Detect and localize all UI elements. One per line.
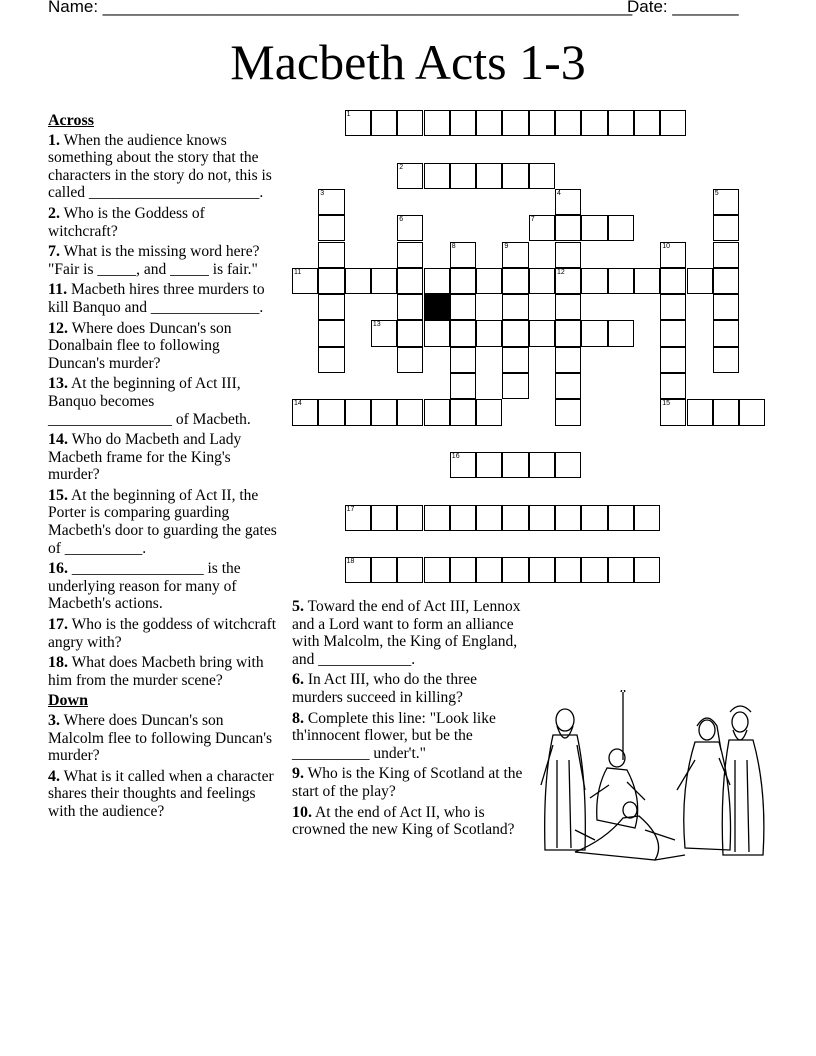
- crossword-cell[interactable]: [555, 347, 581, 373]
- down-clue-list-continued: [292, 598, 528, 839]
- crossword-cell[interactable]: [397, 399, 423, 425]
- crossword-cell[interactable]: [529, 163, 555, 189]
- cell-number: 5: [714, 189, 719, 197]
- crossword-cell[interactable]: [608, 110, 634, 136]
- clue-14: [48, 431, 278, 484]
- crossword-cell[interactable]: [634, 110, 660, 136]
- crossword-cell[interactable]: [502, 347, 528, 373]
- crossword-cell[interactable]: [581, 505, 607, 531]
- crossword-cell[interactable]: [608, 505, 634, 531]
- crossword-cell[interactable]: [502, 452, 528, 478]
- crossword-cell[interactable]: [713, 399, 739, 425]
- crossword-cell[interactable]: [713, 242, 739, 268]
- clue-text: Who is the Goddess of witchcraft?: [48, 204, 205, 240]
- clue-text: Where does Duncan's son Malcolm flee to following Duncan's murder?: [48, 712, 273, 765]
- clue-number: 3.: [48, 712, 60, 729]
- cell-number: 13: [372, 321, 381, 329]
- crossword-cell[interactable]: [397, 242, 423, 268]
- crossword-cell[interactable]: [502, 163, 528, 189]
- clue-text: Toward the end of Act III, Lennox and a Lord want to form an alliance with Malcolm, the King of England, and ____________.: [292, 598, 521, 668]
- crossword-cell[interactable]: [450, 268, 476, 294]
- clue-number: 7.: [48, 243, 60, 261]
- crossword-cell[interactable]: [450, 110, 476, 136]
- crossword-cell[interactable]: [687, 399, 713, 425]
- crossword-cell[interactable]: [660, 347, 686, 373]
- crossword-cell[interactable]: [450, 557, 476, 583]
- clue-4: [48, 768, 278, 821]
- crossword-cell[interactable]: [634, 505, 660, 531]
- clues-left-column: [48, 112, 278, 824]
- cell-number: 6: [399, 216, 404, 224]
- clue-text: _________________ is the underlying reason for many of Macbeth's actions.: [48, 560, 241, 613]
- crossword-cell[interactable]: [397, 215, 423, 241]
- crossword-cell[interactable]: [476, 163, 502, 189]
- crossword-cell[interactable]: [424, 505, 450, 531]
- clue-number: 13.: [48, 375, 68, 393]
- clue-number: 17.: [48, 616, 68, 634]
- cell-number: 12: [557, 268, 565, 276]
- crossword-cell[interactable]: [450, 452, 476, 478]
- crossword-cell[interactable]: [660, 320, 686, 346]
- crossword-cell[interactable]: [502, 373, 528, 399]
- clue-18: [48, 654, 278, 689]
- cell-number: 8: [451, 242, 456, 250]
- clue-number: 2.: [48, 204, 60, 222]
- crossword-cell[interactable]: [424, 110, 450, 136]
- crossword-cell[interactable]: [608, 320, 634, 346]
- crossword-cell[interactable]: [555, 452, 581, 478]
- crossword-cell[interactable]: [502, 268, 528, 294]
- crossword-cell[interactable]: [660, 399, 686, 425]
- cell-number: 9: [504, 242, 509, 250]
- crossword-cell[interactable]: [502, 320, 528, 346]
- crossword-cell[interactable]: [502, 557, 528, 583]
- crossword-cell[interactable]: [529, 320, 555, 346]
- date-field-label[interactable]: Date: _______: [627, 0, 739, 16]
- crossword-cell[interactable]: [371, 505, 397, 531]
- clue-text: What is it called when a character shares their thoughts and feelings with the audience?: [48, 767, 274, 820]
- clue-text: Who is the King of Scotland at the start of the play?: [292, 765, 523, 800]
- clue-number: 16.: [48, 560, 68, 578]
- clue-8: [292, 710, 528, 763]
- crossword-cell[interactable]: [476, 399, 502, 425]
- down-clue-list: [48, 712, 278, 821]
- crossword-cell[interactable]: [581, 557, 607, 583]
- clue-text: What is the missing word here? "Fair is _____, and _____ is fair.": [48, 243, 260, 278]
- crossword-cell[interactable]: [397, 320, 423, 346]
- crossword-cell[interactable]: [529, 557, 555, 583]
- crossword-cell[interactable]: [581, 110, 607, 136]
- crossword-cell[interactable]: [713, 268, 739, 294]
- cell-number: 17: [346, 505, 355, 513]
- crossword-cell[interactable]: [292, 399, 318, 425]
- across-heading: Across: [48, 112, 94, 129]
- clue-9: [292, 765, 528, 800]
- clue-12: [48, 320, 278, 373]
- crossword-cell[interactable]: [660, 110, 686, 136]
- clue-1: [48, 132, 278, 202]
- clue-10: [292, 804, 528, 839]
- crossword-cell[interactable]: [345, 399, 371, 425]
- crossword-cell[interactable]: [529, 110, 555, 136]
- clue-text: When the audience knows something about the story that the characters in the story do not, this is called ______________________.: [48, 131, 272, 202]
- crossword-cell[interactable]: [371, 399, 397, 425]
- clue-text: At the beginning of Act II, the Porter is comparing guarding Macbeth's door to guarding the gates of __________.: [48, 486, 277, 557]
- crossword-cell[interactable]: [318, 320, 344, 346]
- crossword-cell[interactable]: [608, 557, 634, 583]
- crossword-cell[interactable]: [687, 268, 713, 294]
- crossword-cell[interactable]: [660, 242, 686, 268]
- crossword-cell[interactable]: [713, 294, 739, 320]
- cell-number: 1: [346, 111, 351, 118]
- crossword-cell[interactable]: [424, 320, 450, 346]
- crossword-cell[interactable]: [318, 189, 344, 215]
- clue-number: 4.: [48, 767, 60, 785]
- crossword-cell[interactable]: [555, 557, 581, 583]
- crossword-cell[interactable]: [581, 215, 607, 241]
- crossword-cell[interactable]: [450, 373, 476, 399]
- crossword-cell[interactable]: [581, 320, 607, 346]
- clue-3: [48, 712, 278, 765]
- clue-text: What does Macbeth bring with him from the murder scene?: [48, 654, 264, 689]
- crossword-cell[interactable]: [345, 110, 371, 136]
- cell-number: 2: [399, 163, 404, 171]
- down-heading: Down: [48, 692, 89, 710]
- crossword-cell[interactable]: [424, 399, 450, 425]
- macbeth-characters-illustration: [535, 690, 770, 865]
- crossword-cell[interactable]: [397, 294, 423, 320]
- crossword-cell[interactable]: [397, 110, 423, 136]
- crossword-cell[interactable]: [713, 215, 739, 241]
- crossword-cell[interactable]: [476, 452, 502, 478]
- crossword-cell[interactable]: [450, 505, 476, 531]
- cell-number: 3: [320, 189, 325, 197]
- crossword-cell[interactable]: [318, 268, 344, 294]
- cell-number: 11: [294, 268, 302, 276]
- crossword-cell[interactable]: [424, 163, 450, 189]
- crossword-cell[interactable]: [318, 242, 344, 268]
- crossword-cell[interactable]: [660, 294, 686, 320]
- crossword-cell[interactable]: [345, 557, 371, 583]
- crossword-cell[interactable]: [555, 505, 581, 531]
- crossword-cell[interactable]: [397, 268, 423, 294]
- crossword-cell[interactable]: [502, 242, 528, 268]
- crossword-cell[interactable]: [529, 215, 555, 241]
- crossword-cell[interactable]: [371, 268, 397, 294]
- crossword-cell[interactable]: [634, 268, 660, 294]
- crossword-cell[interactable]: [555, 268, 581, 294]
- crossword-cell[interactable]: [450, 320, 476, 346]
- crossword-cell[interactable]: [555, 110, 581, 136]
- crossword-cell[interactable]: [713, 347, 739, 373]
- crossword-cell[interactable]: [397, 505, 423, 531]
- crossword-cell[interactable]: [450, 242, 476, 268]
- clue-number: 11.: [48, 281, 68, 299]
- crossword-cell[interactable]: [529, 268, 555, 294]
- cell-number: 7: [530, 216, 535, 224]
- clue-number: 9.: [292, 765, 304, 783]
- crossword-cell[interactable]: [739, 399, 765, 425]
- crossword-cell[interactable]: [634, 557, 660, 583]
- crossword-cell[interactable]: [345, 268, 371, 294]
- clue-text: In Act III, who do the three murders succeed in killing?: [292, 671, 478, 706]
- cell-number: 18: [346, 558, 355, 566]
- crossword-cell[interactable]: [555, 320, 581, 346]
- crossword-cell[interactable]: [660, 268, 686, 294]
- crossword-cell[interactable]: [660, 373, 686, 399]
- crossword-cell[interactable]: [450, 347, 476, 373]
- crossword-cell[interactable]: [424, 268, 450, 294]
- crossword-cell[interactable]: [292, 268, 318, 294]
- crossword-cell[interactable]: [476, 505, 502, 531]
- crossword-cell[interactable]: [713, 320, 739, 346]
- crossword-cell[interactable]: [371, 320, 397, 346]
- clues-middle-column: [292, 598, 528, 842]
- clue-13: [48, 375, 278, 428]
- crossword-cell[interactable]: [608, 268, 634, 294]
- crossword-cell[interactable]: [318, 215, 344, 241]
- clue-text: Who is the goddess of witchcraft angry with?: [48, 616, 277, 651]
- black-cell: [424, 294, 450, 320]
- clue-6: [292, 671, 528, 706]
- name-field-label[interactable]: Name: ________________________________________________________: [48, 0, 633, 16]
- clue-text: Where does Duncan's son Donalbain flee to following Duncan's murder?: [48, 319, 232, 372]
- page-title: Macbeth Acts 1-3: [230, 34, 586, 90]
- clue-number: 8.: [292, 709, 304, 727]
- cell-number: 16: [451, 452, 460, 460]
- clue-number: 5.: [292, 598, 304, 615]
- clue-15: [48, 487, 278, 557]
- crossword-cell[interactable]: [502, 110, 528, 136]
- crossword-cell[interactable]: [555, 373, 581, 399]
- crossword-cell[interactable]: [555, 294, 581, 320]
- clue-number: 1.: [48, 131, 60, 149]
- clue-text: Macbeth hires three murders to kill Banquo and ______________.: [48, 281, 265, 316]
- crossword-cell[interactable]: [345, 505, 371, 531]
- crossword-cell[interactable]: [476, 110, 502, 136]
- crossword-cell[interactable]: [713, 189, 739, 215]
- clue-number: 10.: [292, 803, 312, 821]
- crossword-cell[interactable]: [529, 505, 555, 531]
- crossword-cell[interactable]: [424, 557, 450, 583]
- crossword-cell[interactable]: [502, 294, 528, 320]
- header-line: [48, 0, 748, 17]
- clue-7: [48, 243, 278, 278]
- clue-number: 6.: [292, 671, 304, 689]
- crossword-cell[interactable]: [371, 557, 397, 583]
- crossword-cell[interactable]: [476, 320, 502, 346]
- crossword-cell[interactable]: [476, 268, 502, 294]
- crossword-cell[interactable]: [450, 163, 476, 189]
- crossword-cell[interactable]: [502, 505, 528, 531]
- clue-number: 12.: [48, 319, 68, 337]
- clue-text: Complete this line: "Look like th'innocent flower, but be the __________ under't.": [292, 709, 496, 762]
- crossword-cell[interactable]: [555, 215, 581, 241]
- crossword-cell[interactable]: [476, 557, 502, 583]
- clue-text: At the beginning of Act III, Banquo becomes ________________ of Macbeth.: [48, 375, 251, 428]
- clue-16: [48, 560, 278, 613]
- cell-number: 15: [662, 400, 670, 408]
- crossword-cell[interactable]: [318, 347, 344, 373]
- clue-text: Who do Macbeth and Lady Macbeth frame for the King's murder?: [48, 431, 242, 484]
- clue-number: 15.: [48, 486, 68, 504]
- crossword-cell[interactable]: [450, 294, 476, 320]
- cell-number: 14: [294, 400, 302, 408]
- crossword-cell[interactable]: [371, 110, 397, 136]
- crossword-cell[interactable]: [397, 347, 423, 373]
- crossword-cell[interactable]: [529, 452, 555, 478]
- cell-number: 10: [662, 242, 670, 250]
- crossword-cell[interactable]: [318, 399, 344, 425]
- crossword-cell[interactable]: [608, 215, 634, 241]
- clue-number: 18.: [48, 654, 68, 672]
- cell-number: 4: [557, 189, 561, 197]
- crossword-cell[interactable]: [555, 399, 581, 425]
- clue-text: At the end of Act II, who is crowned the new King of Scotland?: [292, 803, 515, 839]
- crossword-cell[interactable]: [397, 557, 423, 583]
- crossword-cell[interactable]: [555, 189, 581, 215]
- crossword-cell[interactable]: [581, 268, 607, 294]
- clue-11: [48, 281, 278, 316]
- crossword-cell[interactable]: [450, 399, 476, 425]
- crossword-cell[interactable]: [318, 294, 344, 320]
- clue-number: 14.: [48, 431, 68, 449]
- crossword-cell[interactable]: [397, 163, 423, 189]
- across-clue-list: [48, 132, 278, 690]
- clue-17: [48, 616, 278, 651]
- crossword-cell[interactable]: [555, 242, 581, 268]
- clue-2: [48, 205, 278, 240]
- clue-5: [292, 598, 528, 668]
